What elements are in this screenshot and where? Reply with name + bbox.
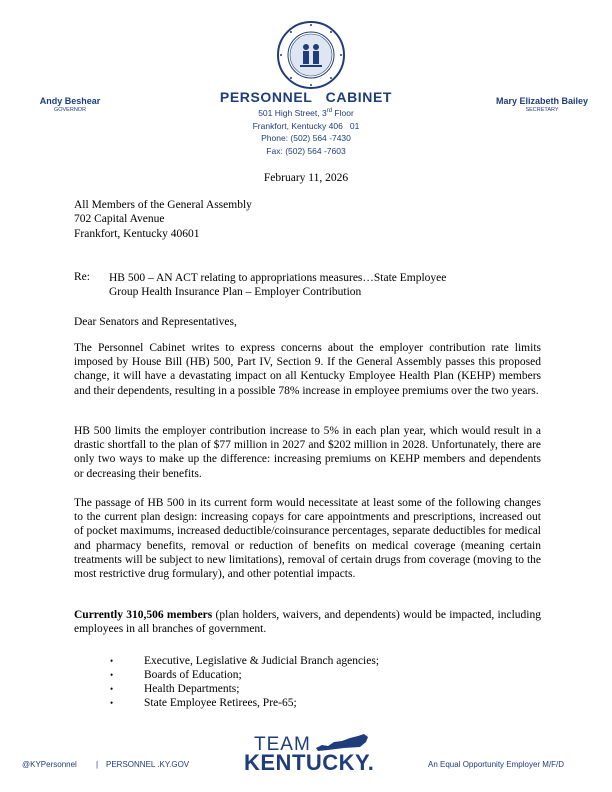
address-city: Frankfort, Kentucky 406 01 xyxy=(252,121,360,131)
bullet-icon: • xyxy=(110,684,114,694)
governor-name: Andy Beshear xyxy=(39,96,101,106)
equal-opportunity-notice: An Equal Opportunity Employer M/F/D xyxy=(428,760,565,769)
secretary-name: Mary Elizabeth Bailey xyxy=(495,96,589,106)
bullet-icon: • xyxy=(110,698,114,708)
footer-separator: | xyxy=(96,760,99,769)
state-seal-icon xyxy=(276,20,346,90)
list-item: • State Employee Retirees, Pre-65; xyxy=(110,697,297,709)
list-item: • Boards of Education; xyxy=(110,669,242,681)
cabinet-name: PERSONNEL CABINET xyxy=(219,89,393,105)
team-kentucky-logo-top: TEAM xyxy=(254,734,311,755)
recipient-line: 702 Capital Avenue xyxy=(74,213,165,225)
list-item: • Executive, Legislative & Judicial Branch agencies; xyxy=(110,655,380,667)
recipient-line: All Members of the General Assembly xyxy=(74,199,252,211)
salutation: Dear Senators and Representatives, xyxy=(74,316,237,328)
secretary-title: SECRETARY xyxy=(525,107,559,113)
fax-number: Fax: (502) 564 -7603 xyxy=(266,146,346,156)
website-link[interactable]: PERSONNEL .KY.GOV xyxy=(106,760,190,769)
phone-number: Phone: (502) 564 -7430 xyxy=(261,133,351,143)
team-kentucky-logo-bottom: KENTUCKY. xyxy=(244,750,375,775)
re-subject: HB 500 – AN ACT relating to appropriations measures…State Employee Group Health Insurance Plan – Employer Contribution xyxy=(109,272,447,298)
body-paragraph: The Personnel Cabinet writes to express concerns about the employer contribution rate limits imposed by House Bill (HB) 500, Part IV, Section 9. If the General Assembly passes this proposed change, it will have a devastating impact on all Kentucky Employee Health Plan (KEHP) members and their dependents, resulting in a possible 78% increase in employee premiums over the two years. xyxy=(74,342,541,397)
body-paragraph: The passage of HB 500 in its current form would necessitate at least some of the following changes to the current plan design: increasing copays for care appointments and prescriptions, increased out of pocket maximums, increased deductible/coinsurance percentages, separate deductibles for medical and pharmacy benefits, removal or reduction of benefits on medical coverage (meaning certain treatments will be subject to new limitations), removal of certain drugs from coverage (moving to the most restrictive drug formulary), and other potential impacts. xyxy=(74,497,541,581)
governor-title: GOVERNOR xyxy=(53,107,87,113)
bullet-icon: • xyxy=(110,656,114,666)
list-item: • Health Departments; xyxy=(110,683,240,695)
body-paragraph-members: Currently 310,506 members (plan holders, waivers, and dependents) would be impacted, including employees in all branches of government. xyxy=(74,609,542,636)
address-street: 501 High Street, 3rd Floor xyxy=(258,108,354,118)
impacted-groups-list xyxy=(106,654,379,710)
re-label: Re: xyxy=(74,271,90,283)
body-paragraph: HB 500 limits the employer contribution increase to 5% in each plan year, which would result in a drastic shortfall to the plan of $77 million in 2027 and $202 million in 2028. Unfortunately, there are only two ways to make up the difference: increasing premiums on KEHP members and dependents or decreasing their benefits. xyxy=(74,425,541,480)
recipient-line: Frankfort, Kentucky 40601 xyxy=(74,228,200,240)
social-handle[interactable]: @KYPersonnel xyxy=(22,760,77,769)
letter-date: February 11, 2026 xyxy=(263,172,349,184)
bullet-icon: • xyxy=(110,670,114,680)
